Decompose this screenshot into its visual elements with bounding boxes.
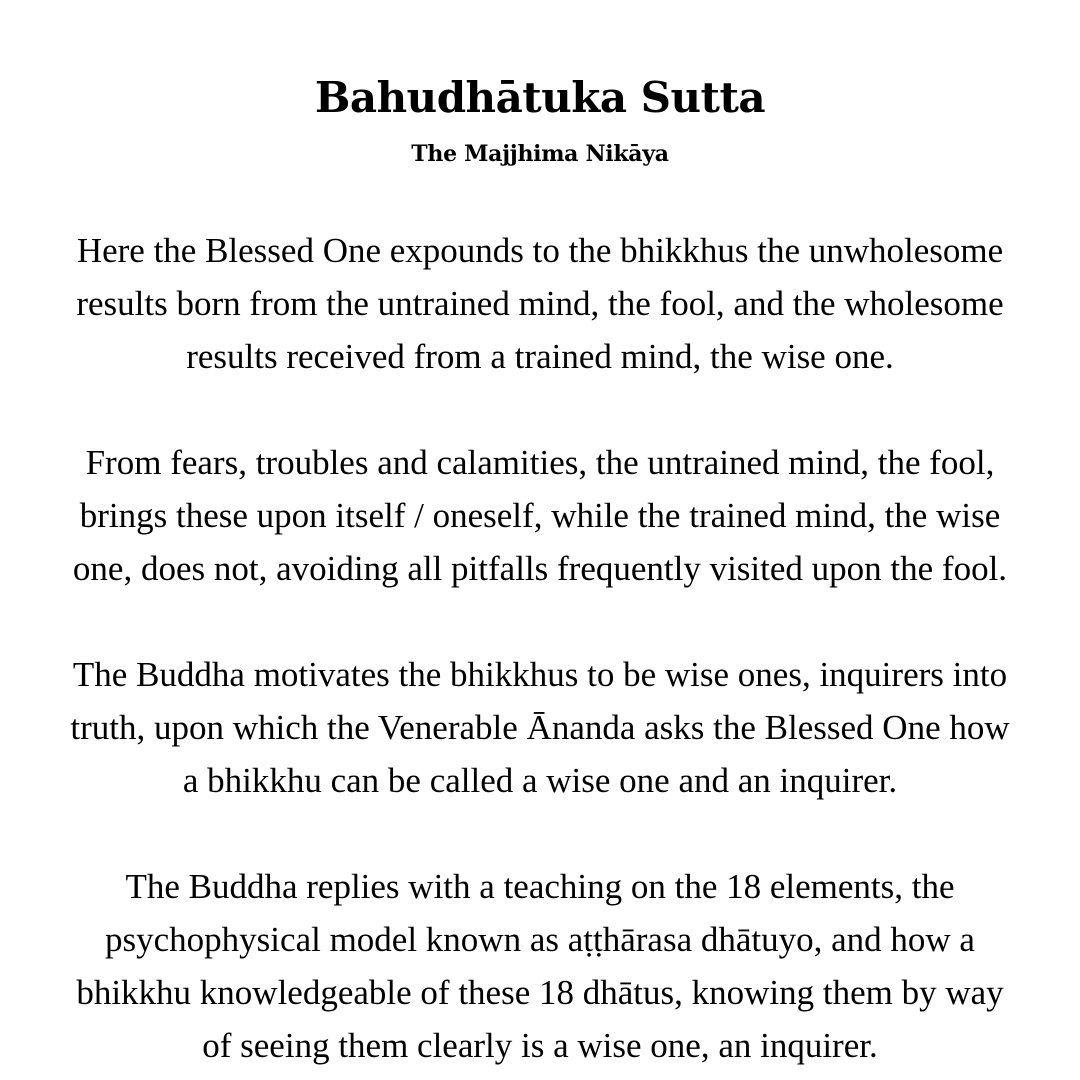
- paragraph-1-line-3: results received from a trained mind, the wise one.: [186, 337, 894, 376]
- paragraph-4-line-1: The Buddha replies with a teaching on the 18 elements, the: [125, 867, 955, 906]
- paragraph-1-line-2: results born from the untrained mind, the fool, and the wholesome: [76, 284, 1004, 323]
- paragraph-3-line-2: truth, upon which the Venerable Ānanda asks the Blessed One how: [70, 708, 1010, 747]
- paragraph-2-line-2: brings these upon itself / oneself, while the trained mind, the wise: [79, 496, 1001, 535]
- paragraph-4-line-3: bhikkhu knowledgeable of these 18 dhātus, knowing them by way: [76, 973, 1004, 1012]
- paragraph-4-line-2: psychophysical model known as aṭṭhārasa dhātuyo, and how a: [105, 920, 975, 959]
- page-title: Bahudhātuka Sutta: [314, 73, 766, 122]
- paragraph-2-line-1: From fears, troubles and calamities, the untrained mind, the fool,: [85, 443, 995, 482]
- paragraph-2-line-3: one, does not, avoiding all pitfalls frequently visited upon the fool.: [72, 549, 1008, 588]
- paragraph-4: [0, 860, 1080, 1072]
- paragraph-3-line-1: The Buddha motivates the bhikkhus to be wise ones, inquirers into: [72, 655, 1008, 694]
- paragraph-1: [0, 224, 1080, 383]
- paragraph-1-line-1: Here the Blessed One expounds to the bhikkhus the unwholesome: [76, 231, 1004, 270]
- page-subtitle: The Majjhima Nikāya: [411, 141, 669, 167]
- paragraph-3-line-3: a bhikkhu can be called a wise one and an inquirer.: [182, 761, 898, 800]
- paragraph-4-line-4: of seeing them clearly is a wise one, an inquirer.: [202, 1026, 878, 1065]
- paragraph-3: [0, 648, 1080, 807]
- paragraph-2: [0, 436, 1080, 595]
